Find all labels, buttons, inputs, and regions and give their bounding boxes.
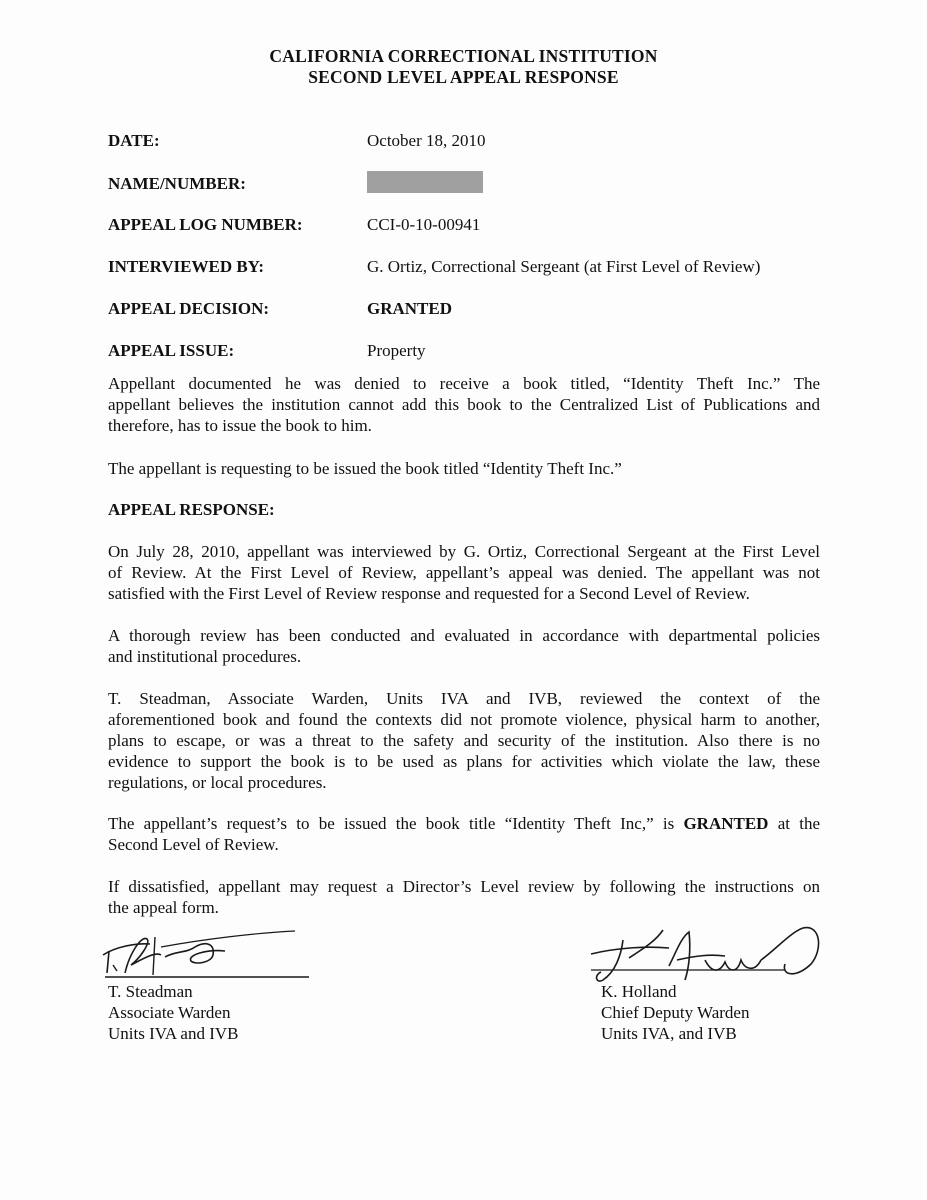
response-paragraph-3 [108, 688, 820, 793]
appeal-decision-value: GRANTED [367, 299, 453, 318]
paragraph-line: aforementioned book and found the contexts did not promote violence, physical harm to another, [108, 710, 820, 729]
date-value: October 18, 2010 [367, 131, 486, 150]
response-paragraph-4 [108, 813, 820, 855]
granted-bold: GRANTED [683, 814, 769, 833]
paragraph-line: evidence to support the book is to be used as plans for activities which violate the law, these [108, 752, 820, 771]
issue-paragraph-2 [108, 458, 820, 479]
signer-title: Chief Deputy Warden [601, 1003, 750, 1022]
paragraph-line: and institutional procedures. [108, 647, 302, 666]
date-row [108, 131, 828, 155]
paragraph-line: satisfied with the First Level of Review response and requested for a Second Level of Review. [108, 584, 750, 603]
appeal-log-value: CCI-0-10-00941 [367, 215, 481, 234]
paragraph-line: The appellant is requesting to be issued the book titled “Identity Theft Inc.” [108, 459, 622, 478]
paragraph-line: plans to escape, or was a threat to the safety and security of the institution. Also there is no [108, 731, 820, 750]
paragraph-line: the appeal form. [108, 898, 219, 917]
response-paragraph-1 [108, 541, 820, 604]
signer-units: Units IVA and IVB [108, 1024, 239, 1043]
granted-sentence-end: at the [768, 814, 820, 833]
granted-sentence-start: The appellant’s request’s to be issued the book title “Identity Theft Inc,” is [108, 814, 684, 833]
appeal-decision-row [108, 299, 828, 323]
signer-title: Associate Warden [108, 1003, 231, 1022]
institution-title: CALIFORNIA CORRECTIONAL INSTITUTION [269, 46, 658, 66]
left-signature-block [108, 981, 239, 1044]
appeal-log-row [108, 215, 828, 239]
paragraph-line: Appellant documented he was denied to receive a book titled, “Identity Theft Inc.” The [108, 374, 820, 393]
signer-name: T. Steadman [108, 982, 193, 1001]
paragraph-line: A thorough review has been conducted and evaluated in accordance with departmental policies [108, 626, 820, 645]
appeal-response-heading: APPEAL RESPONSE: [108, 500, 275, 519]
paragraph-line: regulations, or local procedures. [108, 773, 327, 792]
interviewed-by-value: G. Ortiz, Correctional Sergeant (at First Level of Review) [367, 257, 761, 276]
response-paragraph-2 [108, 625, 820, 667]
issue-paragraph-1 [108, 373, 820, 436]
paragraph-line: If dissatisfied, appellant may request a Director’s Level review by following the instructions on [108, 877, 820, 896]
paragraph-line [108, 813, 820, 834]
name-number-label: NAME/NUMBER: [108, 174, 246, 193]
date-label: DATE: [108, 131, 160, 150]
interviewed-by-row [108, 257, 828, 281]
appeal-issue-row [108, 341, 828, 365]
right-signature-block [601, 981, 749, 1044]
appeal-issue-value: Property [367, 341, 426, 360]
steadman-signature [95, 925, 315, 985]
interviewed-by-label: INTERVIEWED BY: [108, 257, 265, 276]
signer-units: Units IVA, and IVB [601, 1024, 737, 1043]
paragraph-line: On July 28, 2010, appellant was interviewed by G. Ortiz, Correctional Sergeant at the First Level [108, 542, 820, 561]
appeal-decision-label: APPEAL DECISION: [108, 299, 270, 318]
document-title: SECOND LEVEL APPEAL RESPONSE [308, 67, 619, 87]
name-number-row [108, 174, 828, 198]
response-paragraph-5 [108, 876, 820, 918]
paragraph-line: appellant believes the institution cannot add this book to the Centralized List of Publications and [108, 395, 820, 414]
paragraph-line: T. Steadman, Associate Warden, Units IVA and IVB, reviewed the context of the [108, 689, 820, 708]
paragraph-line: therefore, has to issue the book to him. [108, 416, 372, 435]
signer-name: K. Holland [601, 982, 677, 1001]
redacted-name-block [367, 171, 483, 193]
paragraph-line: Second Level of Review. [108, 835, 279, 854]
appeal-issue-label: APPEAL ISSUE: [108, 341, 235, 360]
appeal-log-label: APPEAL LOG NUMBER: [108, 215, 303, 234]
paragraph-line: of Review. At the First Level of Review, appellant’s appeal was denied. The appellant was not [108, 563, 820, 582]
